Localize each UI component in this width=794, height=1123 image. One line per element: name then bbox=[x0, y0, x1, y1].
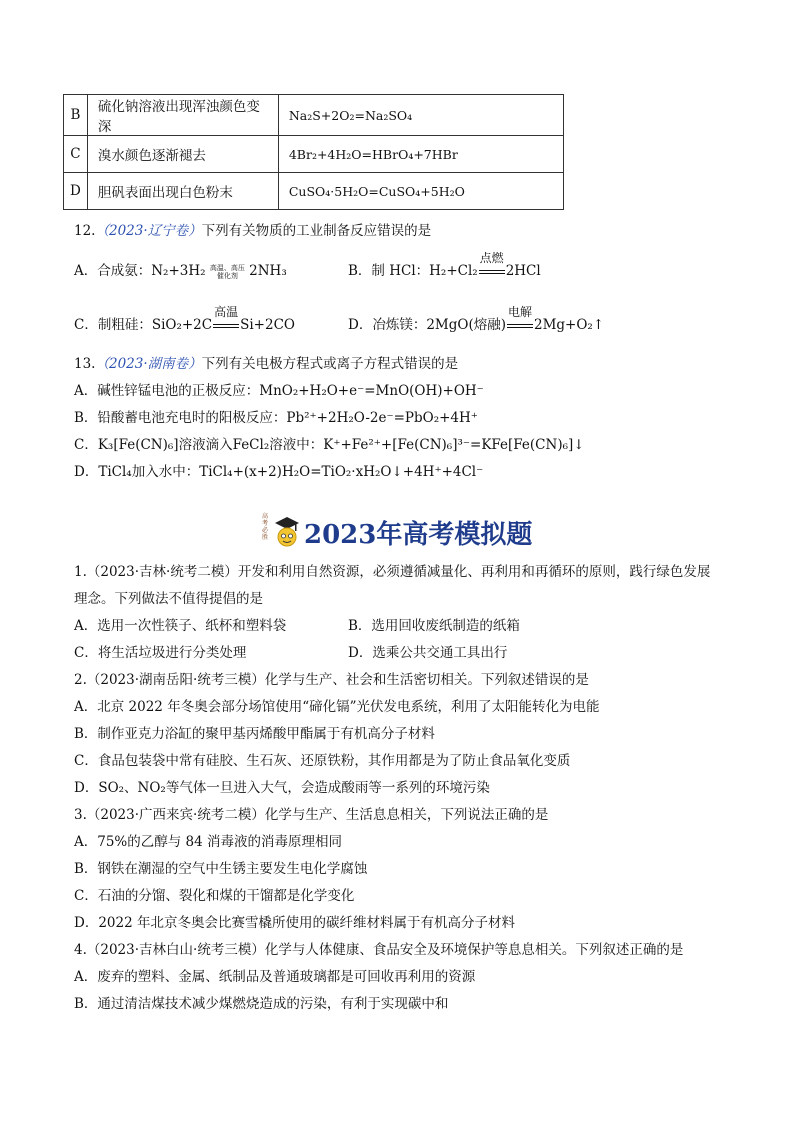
mock-q3-stem: 3.（2023·广西来宾·统考二模）化学与生产、生活息息相关，下列说法正确的是 bbox=[74, 807, 549, 823]
mock-q2-option-d: D．SO₂、NO₂等气体一旦进入大气，会造成酸雨等一系列的环境污染 bbox=[74, 780, 490, 796]
q12-option-c bbox=[74, 305, 295, 333]
mock-q3-option-b: B．钢铁在潮湿的空气中生锈主要发生电化学腐蚀 bbox=[74, 861, 368, 877]
mock-q1-line2: 理念。下列做法不值得提倡的是 bbox=[74, 591, 263, 607]
question-source: （2023·湖南卷） bbox=[95, 356, 202, 372]
question-text: 下列有关电极方程式或离子方程式错误的是 bbox=[201, 356, 459, 372]
mock-q2-option-b: B．制作亚克力浴缸的聚甲基丙烯酸甲酯属于有机高分子材料 bbox=[74, 726, 435, 742]
condition-top: 高温、高压 bbox=[209, 263, 245, 272]
mock-q3-option-d: D．2022 年北京冬奥会比赛雪橇所使用的碳纤维材料属于有机高分子材料 bbox=[74, 915, 515, 931]
mock-q4-stem: 4.（2023·吉林白山·统考三模）化学与人体健康、食品安全及环境保护等息息相关。下列叙述正确的是 bbox=[74, 942, 684, 958]
table-row bbox=[64, 95, 564, 136]
q12-option-b bbox=[348, 251, 541, 279]
options-table bbox=[63, 94, 564, 210]
condition-label: 点燃 bbox=[479, 251, 504, 265]
option-a-reactants: A．合成氨：N₂+3H₂ bbox=[74, 263, 206, 279]
option-c-products: Si+2CO bbox=[240, 317, 295, 333]
option-b-reactants: B．制 HCl：H₂+Cl₂ bbox=[348, 263, 478, 279]
question-13-stem bbox=[74, 352, 458, 372]
mock-q4-option-a: A．废弃的塑料、金属、纸制品及普通玻璃都是可回收再利用的资源 bbox=[74, 969, 476, 985]
question-text: 下列有关物质的工业制备反应错误的是 bbox=[201, 223, 432, 239]
row-key: B bbox=[64, 95, 88, 136]
mock-q2-option-c: C．食品包装袋中常有硅胶、生石灰、还原铁粉，其作用都是为了防止食品氧化变质 bbox=[74, 753, 571, 769]
graduation-cap-logo-icon bbox=[272, 513, 302, 549]
reaction-arrow bbox=[213, 305, 239, 333]
condition-label: 高温 bbox=[214, 305, 239, 319]
option-c-reactants: C．制粗硅：SiO₂+2C bbox=[74, 317, 213, 333]
row-key: C bbox=[64, 136, 88, 173]
logo-text: 高考必胜 bbox=[262, 513, 269, 541]
q13-option-c: C．K₃[Fe(CN)₆]溶液滴入FeCl₂溶液中：K⁺+Fe²⁺+[Fe(CN)₆]³⁻=KFe[Fe(CN)₆]↓ bbox=[74, 437, 585, 453]
section-title: 2023年高考模拟题 bbox=[304, 520, 533, 550]
row-equation: Na₂S+2O₂=Na₂SO₄ bbox=[278, 95, 563, 136]
q12-option-d bbox=[348, 305, 605, 333]
mock-q1-option-d: D．选乘公共交通工具出行 bbox=[348, 645, 508, 661]
reaction-arrow bbox=[507, 305, 533, 333]
question-12-stem bbox=[74, 219, 431, 239]
option-a-products: 2NH₃ bbox=[249, 263, 287, 279]
option-d-reactants: D．冶炼镁：2MgO(熔融) bbox=[348, 317, 506, 333]
question-number: 12. bbox=[74, 223, 96, 239]
mock-q1-line1: 1.（2023·吉林·统考二模）开发和利用自然资源，必须遵循减量化、再利用和再循环的原则，践行绿色发展 bbox=[74, 564, 711, 580]
row-description: 胆矾表面出现白色粉末 bbox=[87, 173, 278, 210]
row-key: D bbox=[64, 173, 88, 210]
q13-option-b: B．铅酸蓄电池充电时的阳极反应：Pb²⁺+2H₂O-2e⁻=PbO₂+4H⁺ bbox=[74, 410, 478, 426]
table-row bbox=[64, 136, 564, 173]
q13-option-a: A．碱性锌锰电池的正极反应：MnO₂+H₂O+e⁻=MnO(OH)+OH⁻ bbox=[74, 383, 484, 399]
question-number: 13. bbox=[74, 356, 96, 372]
row-description: 溴水颜色逐渐褪去 bbox=[87, 136, 278, 173]
mock-q3-option-c: C．石油的分馏、裂化和煤的干馏都是化学变化 bbox=[74, 888, 355, 904]
option-b-products: 2HCl bbox=[505, 263, 541, 279]
condition-bottom: 催化剂 bbox=[216, 271, 238, 280]
mock-q3-option-a: A．75%的乙醇与 84 消毒液的消毒原理相同 bbox=[74, 834, 343, 850]
mock-q1-option-c: C．将生活垃圾进行分类处理 bbox=[74, 645, 247, 661]
condition-label: 电解 bbox=[507, 305, 532, 319]
mock-q1-option-a: A．选用一次性筷子、纸杯和塑料袋 bbox=[74, 618, 287, 634]
reaction-condition bbox=[210, 264, 245, 280]
mock-q2-stem: 2.（2023·湖南岳阳·统考三模）化学与生产、社会和生活密切相关。下列叙述错误的是 bbox=[74, 672, 589, 688]
table-row bbox=[64, 173, 564, 210]
mock-q1-option-b: B．选用回收废纸制造的纸箱 bbox=[348, 618, 520, 634]
row-equation: 4Br₂+4H₂O=HBrO₄+7HBr bbox=[278, 136, 563, 173]
row-equation: CuSO₄·5H₂O=CuSO₄+5H₂O bbox=[278, 173, 563, 210]
option-d-products: 2Mg+O₂↑ bbox=[533, 317, 605, 333]
mock-q2-option-a: A．北京 2022 年冬奥会部分场馆使用“碲化镉”光伏发电系统，利用了太阳能转化为电能 bbox=[74, 699, 600, 715]
question-source: （2023·辽宁卷） bbox=[95, 223, 202, 239]
reaction-arrow bbox=[479, 251, 505, 279]
q13-option-d: D．TiCl₄加入水中：TiCl₄+(x+2)H₂O=TiO₂·xH₂O↓+4H⁺+4Cl⁻ bbox=[74, 464, 484, 480]
q12-option-a bbox=[74, 259, 287, 280]
row-description: 硫化钠溶液出现浑浊颜色变深 bbox=[87, 95, 278, 136]
mock-q4-option-b: B．通过清洁煤技术减少煤燃烧造成的污染，有利于实现碳中和 bbox=[74, 996, 449, 1012]
